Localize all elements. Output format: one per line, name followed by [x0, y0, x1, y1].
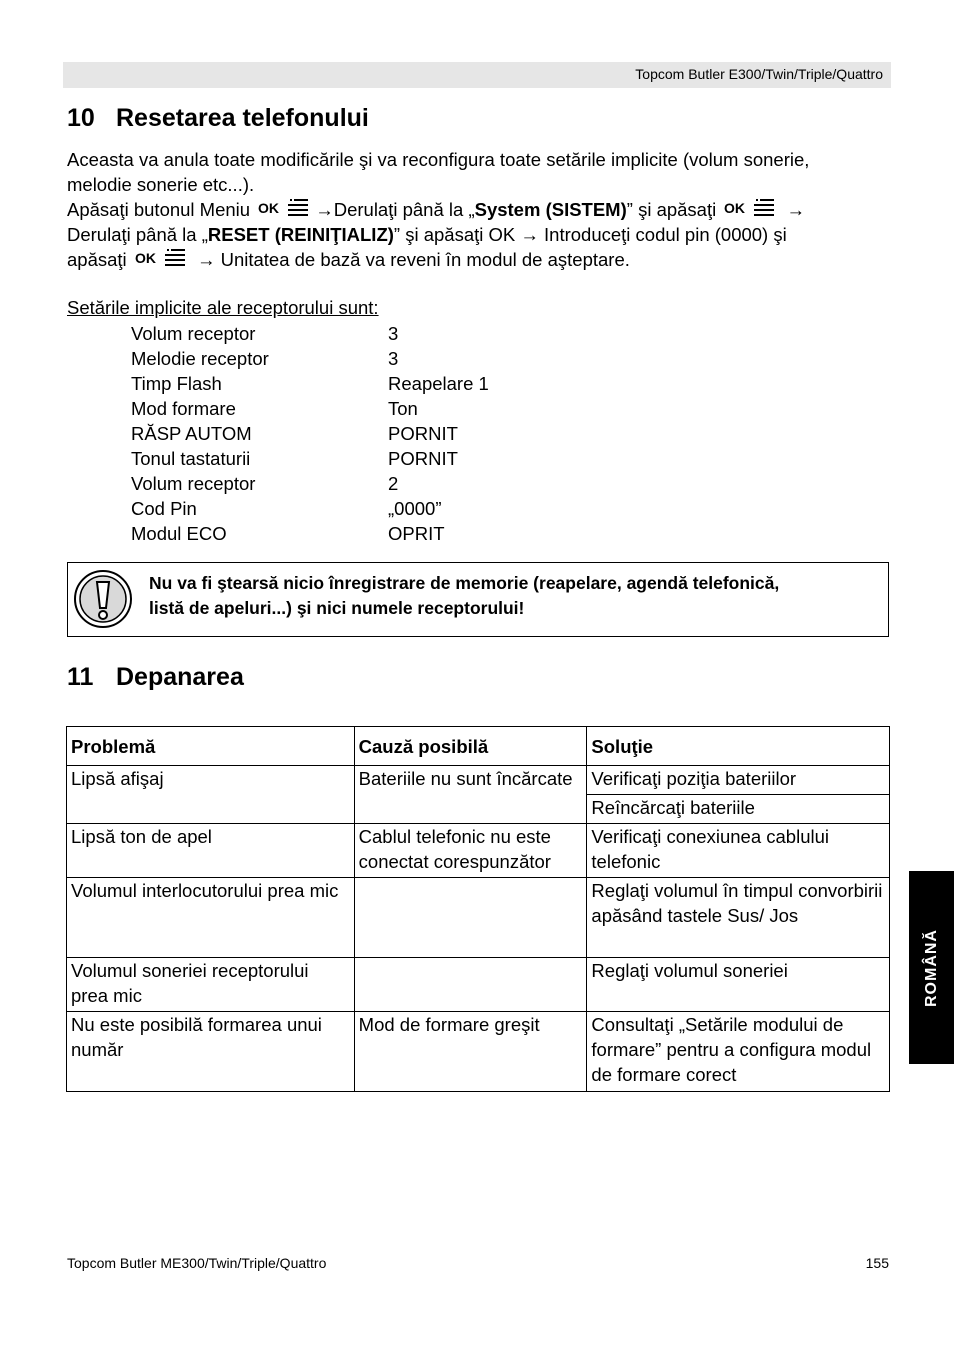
ok-icon-text: OK: [134, 250, 156, 266]
setting-label: Timp Flash: [131, 373, 222, 394]
table-header-row: [67, 727, 890, 766]
footer-model: Topcom Butler ME300/Twin/Triple/Quattro: [67, 1255, 327, 1271]
solution-cell: Verificaţi poziţia bateriilor: [587, 766, 890, 795]
setting-row: [131, 396, 531, 421]
defaults-heading: Setările implicite ale receptorului sunt:: [67, 297, 379, 318]
problem-cell: Lipsă afişaj: [67, 766, 355, 824]
setting-label: Cod Pin: [131, 498, 197, 519]
step-bold: RESET (REINIŢIALIZ): [207, 224, 394, 245]
setting-label: Mod formare: [131, 398, 236, 419]
setting-label: Melodie receptor: [131, 348, 269, 369]
step-text: →: [786, 199, 806, 220]
ok-icon-text: OK: [258, 200, 280, 216]
table-row: [67, 766, 890, 795]
problem-cell: Volumul soneriei receptorului prea mic: [67, 958, 355, 1012]
troubleshooting-table: [66, 726, 890, 1092]
problem-cell: Volumul interlocutorului prea mic: [67, 878, 355, 958]
section-10-heading: [67, 104, 369, 133]
setting-label: Modul ECO: [131, 523, 227, 544]
step-text: ” şi apăsaţi: [626, 199, 717, 220]
table-row: [67, 1012, 890, 1092]
solution-cell: Consultaţi „Setările modului de formare” pentru a configura modul de formare corect: [587, 1012, 890, 1092]
page-number: 155: [865, 1255, 889, 1271]
default-settings-list: [131, 321, 531, 546]
ok-icon-text: OK: [724, 200, 746, 216]
setting-value: 3: [388, 348, 399, 369]
solution-cell: Reglaţi volumul soneriei: [587, 958, 890, 1012]
problem-cell: Nu este posibilă formarea unui număr: [67, 1012, 355, 1092]
setting-value: OPRIT: [388, 523, 445, 544]
warning-line: listă de apeluri...) şi nici numele receptorului!: [149, 598, 525, 618]
solution-cell: Reîncărcaţi bateriile: [587, 795, 890, 824]
setting-row: [131, 446, 531, 471]
setting-row: [131, 471, 531, 496]
solution-cell: Verificaţi conexiunea cablului telefonic: [587, 824, 890, 878]
setting-label: Volum receptor: [131, 473, 256, 494]
setting-row: [131, 496, 531, 521]
setting-row: [131, 421, 531, 446]
step-text: Derulaţi până la „: [67, 224, 208, 245]
language-label: ROMÂNĂ: [922, 928, 940, 1007]
table-row: [67, 824, 890, 878]
column-header: Soluţie: [587, 727, 890, 766]
setting-value: Reapelare 1: [388, 373, 489, 394]
setting-row: [131, 346, 531, 371]
section-number: 11: [67, 663, 94, 691]
section-title: Resetarea telefonului: [116, 104, 369, 132]
setting-row: [131, 321, 531, 346]
setting-row: [131, 521, 531, 546]
reset-instructions: [67, 147, 897, 272]
setting-value: 2: [388, 473, 399, 494]
header-title: Topcom Butler E300/Twin/Triple/Quattro: [635, 66, 883, 82]
section-title: Depanarea: [116, 663, 244, 691]
step-bold: System (SISTEM): [474, 199, 627, 220]
step-line: [67, 197, 897, 222]
step-text: →Derulaţi până la „: [315, 199, 475, 220]
ok-menu-icon: [258, 197, 312, 219]
setting-value: 3: [388, 323, 399, 344]
section-11-heading: [67, 663, 244, 692]
step-line: [67, 222, 897, 247]
exclamation-icon: [73, 568, 133, 630]
page-header: [63, 62, 891, 88]
setting-value: Ton: [388, 398, 418, 419]
warning-line: Nu va fi ştearsă nicio înregistrare de memorie (reapelare, agendă telefonică,: [149, 573, 780, 593]
intro-line: Aceasta va anula toate modificările şi va reconfigura toate setările implicite (volum sonerie,: [67, 149, 810, 170]
problem-cell: Lipsă ton de apel: [67, 824, 355, 878]
cause-cell: Bateriile nu sunt încărcate: [354, 766, 587, 824]
setting-value: PORNIT: [388, 423, 458, 444]
cause-cell: [354, 958, 587, 1012]
step-text: Apăsaţi butonul Meniu: [67, 199, 251, 220]
cause-cell: [354, 878, 587, 958]
column-header: Cauză posibilă: [354, 727, 587, 766]
warning-text: [149, 571, 879, 621]
step-text: → Unitatea de bază va reveni în modul de aşteptare.: [196, 249, 630, 270]
solution-cell: Reglaţi volumul în timpul convorbirii apăsând tastele Sus/ Jos: [587, 878, 890, 958]
table-row: [67, 878, 890, 958]
setting-label: RĂSP AUTOM: [131, 423, 252, 444]
setting-value: „0000”: [388, 498, 442, 519]
step-line: [67, 247, 897, 272]
ok-menu-icon: [135, 247, 189, 269]
warning-box: [67, 562, 889, 637]
language-tab: [909, 871, 954, 1064]
step-text: ” şi apăsaţi OK → Introduceţi codul pin (0000) şi: [393, 224, 787, 245]
setting-label: Volum receptor: [131, 323, 256, 344]
step-text: apăsaţi: [67, 249, 127, 270]
setting-row: [131, 371, 531, 396]
cause-cell: Mod de formare greşit: [354, 1012, 587, 1092]
cause-cell: Cablul telefonic nu este conectat corespunzător: [354, 824, 587, 878]
column-header: Problemă: [67, 727, 355, 766]
setting-label: Tonul tastaturii: [131, 448, 251, 469]
setting-value: PORNIT: [388, 448, 458, 469]
ok-menu-icon: [724, 197, 778, 219]
table-row: [67, 958, 890, 1012]
intro-line: melodie sonerie etc...).: [67, 174, 255, 195]
section-number: 10: [67, 104, 95, 132]
